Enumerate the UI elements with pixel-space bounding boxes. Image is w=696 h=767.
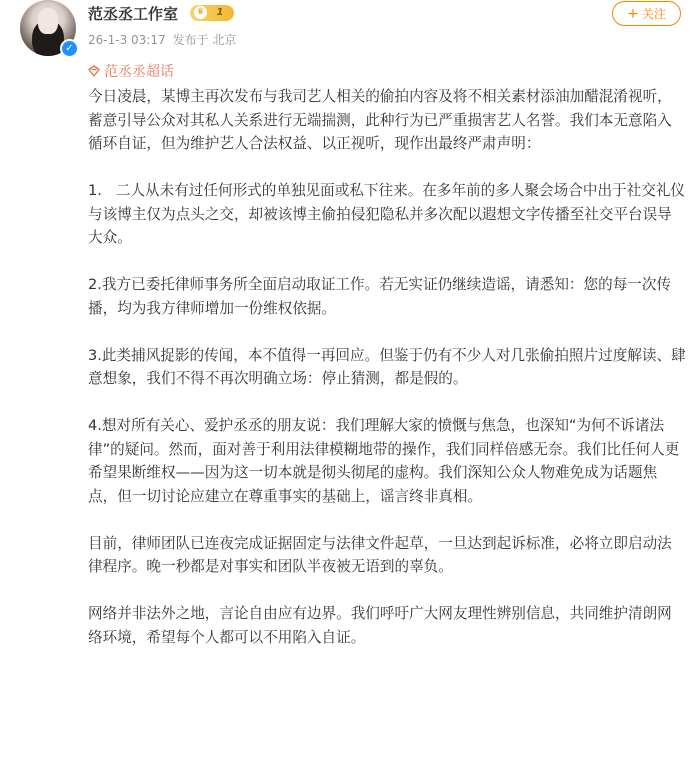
avatar-image [38,8,58,34]
verified-icon: ✓ [60,39,79,58]
post-body [88,85,686,649]
supertopic-label: 范丞丞超话 [104,64,174,80]
follow-button[interactable] [612,1,681,26]
post-paragraph-1: 1. 二人从未有过任何形式的单独见面或私下往来。在多年前的多人聚会场合中出于社交礼仪与该博主仅为点头之交，却被该博主偷拍侵犯隐私并多次配以遐想文字传播至社交平台误导大众。 [88,182,686,246]
supertopic-icon [88,65,100,77]
vip-badge[interactable] [190,5,234,21]
post-time[interactable]: 26-1-3 03:17 [88,33,166,47]
post-paragraph-2: 2.我方已委托律师事务所全面启动取证工作。若无实证仍继续造谣，请悉知：您的每一次传播，均为我方律师增加一份维权依据。 [88,276,672,317]
plus-icon: + [627,6,639,22]
post-paragraph-4: 4.想对所有关心、爱护丞丞的朋友说：我们理解大家的愤慨与焦急，也深知“为何不诉诸法律”的疑问。然而，面对善于利用法律模糊地带的操作，我们同样倍感无奈。我们比任何人更希望果断维权——因为这一切本就是彻头彻尾的虚构。我们深知公众人物难免成为话题焦点，但一切讨论应建立在尊重事实的基础上，谣言终非真相。 [88,417,680,505]
post-paragraph-5: 目前，律师团队已连夜完成证据固定与法律文件起草，一旦达到起诉标准，必将立即启动法律程序。晚一秒都是对事实和团队半夜被无语到的辜负。 [88,534,672,575]
vip-level: 1 [216,7,224,18]
post-meta [88,31,236,48]
post-paragraph-6: 网络并非法外之地，言论自由应有边界。我们呼吁广大网友理性辨别信息，共同维护清朗网络环境，希望每个人都可以不用陷入自证。 [88,605,672,646]
crown-icon: ♛ [194,6,207,19]
post-paragraph-3: 3.此类捕风捉影的传闻，本不值得一再回应。但鉴于仍有不少人对几张偷拍照片过度解读、肆意想象，我们不得不再次明确立场：停止猜测，都是假的。 [88,346,686,387]
post-source: 发布于 北京 [172,33,237,47]
supertopic-link[interactable] [88,61,174,81]
post-paragraph-intro: 今日凌晨，某博主再次发布与我司艺人相关的偷拍内容及将不相关素材添油加醋混淆视听，蓄意引导公众对其私人关系进行无端揣测，此种行为已严重损害艺人名誉。我们本无意陷入循环自证，但为维护艺人合法权益、以正视听，现作出最终严肃声明： [88,88,672,152]
follow-label: 关注 [641,7,666,21]
author-name[interactable]: 范丞丞工作室 [88,5,179,23]
